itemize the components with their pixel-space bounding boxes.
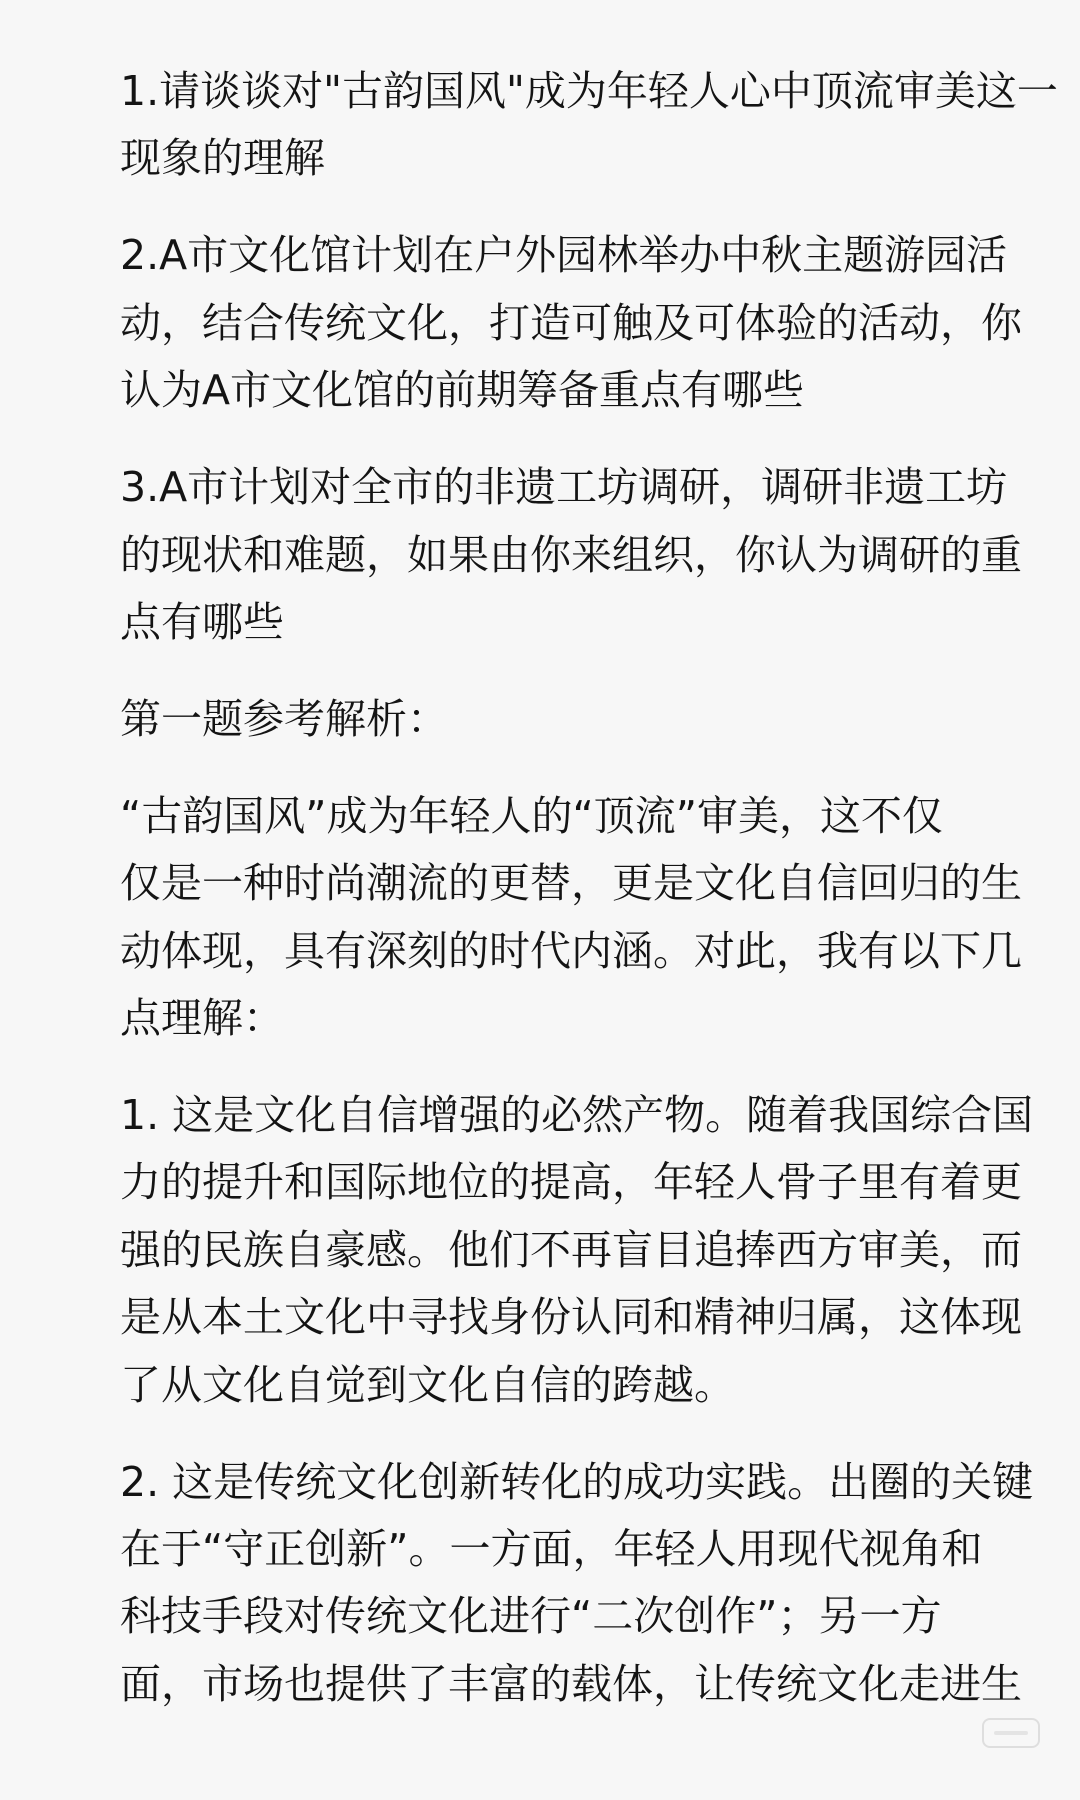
watermark-mark	[994, 1731, 1028, 1735]
text-line: 科技手段对传统文化进行“二次创作”；另一方	[120, 1592, 942, 1641]
analysis-point-1	[120, 1082, 1060, 1419]
analysis-heading	[120, 686, 1060, 753]
text-line: 认为A市文化馆的前期筹备重点有哪些	[120, 366, 805, 415]
text-line: 点理解：	[120, 994, 284, 1043]
text-line: 的现状和难题，如果由你来组织，你认为调研的重	[120, 530, 1022, 579]
text-line: 2.A市文化馆计划在户外园林举办中秋主题游园活	[120, 231, 1008, 280]
text-line: 面，市场也提供了丰富的载体，让传统文化走进生	[120, 1659, 1022, 1708]
document-body	[120, 58, 1060, 1748]
analysis-point-2	[120, 1449, 1060, 1719]
text-line: 现象的理解	[120, 134, 325, 183]
question-3	[120, 454, 1060, 656]
text-line: 力的提升和国际地位的提高，年轻人骨子里有着更	[120, 1158, 1022, 1207]
text-line: 是从本土文化中寻找身份认同和精神归属，这体现	[120, 1293, 1022, 1342]
text-line: 强的民族自豪感。他们不再盲目追捧西方审美，而	[120, 1225, 1022, 1274]
text-line: 2. 这是传统文化创新转化的成功实践。出圈的关键	[120, 1457, 1034, 1506]
text-line: 仅是一种时尚潮流的更替，更是文化自信回归的生	[120, 859, 1022, 908]
question-1	[120, 58, 1060, 193]
text-line: 在于“守正创新”。一方面，年轻人用现代视角和	[120, 1524, 983, 1573]
watermark-logo-icon	[982, 1718, 1040, 1748]
analysis-intro	[120, 783, 1060, 1053]
text-line: 动，结合传统文化，打造可触及可体验的活动，你	[120, 298, 1022, 347]
text-line: 动体现，具有深刻的时代内涵。对此，我有以下几	[120, 926, 1022, 975]
heading-text: 第一题参考解析：	[120, 694, 448, 743]
text-line: 了从文化自觉到文化自信的跨越。	[120, 1360, 735, 1409]
text-line: 1. 这是文化自信增强的必然产物。随着我国综合国	[120, 1091, 1034, 1140]
question-2	[120, 222, 1060, 424]
text-line: 1.请谈谈对"古韵国风"成为年轻人心中顶流审美这一	[120, 67, 1058, 115]
text-line: “古韵国风”成为年轻人的“顶流”审美，这不仅	[120, 791, 943, 840]
text-line: 点有哪些	[120, 597, 284, 646]
text-line: 3.A市计划对全市的非遗工坊调研，调研非遗工坊	[120, 463, 1008, 512]
